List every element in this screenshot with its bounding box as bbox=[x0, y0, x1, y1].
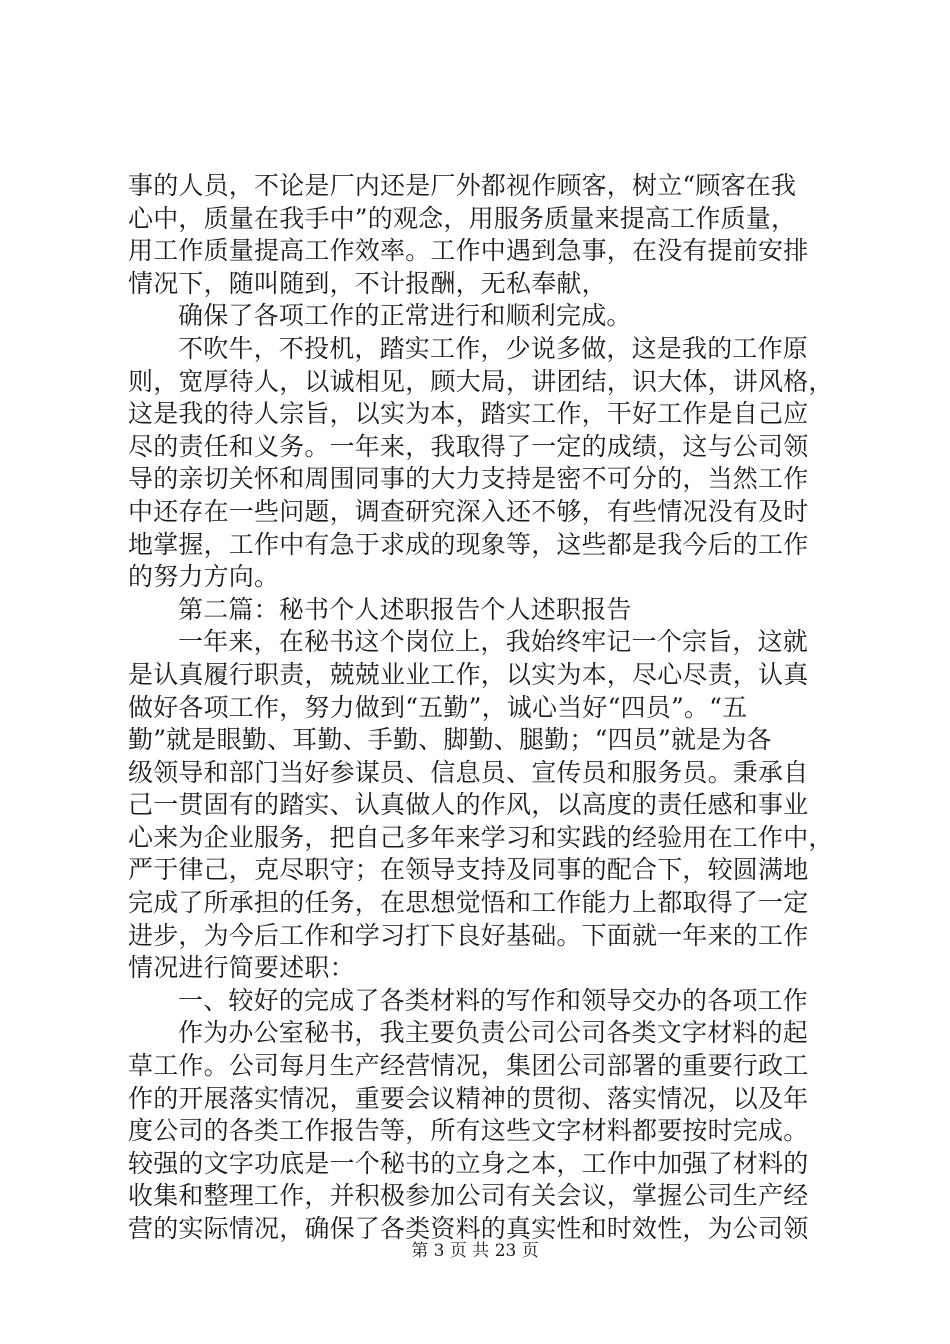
text-line: 用工作质量提高工作效率。工作中遇到急事，在没有提前安排 bbox=[128, 236, 809, 266]
text-line: 进步，为今后工作和学习打下良好基础。下面就一年来的工作 bbox=[128, 920, 809, 950]
text-line: 地掌握，工作中有急于求成的现象等，这些都是我今后的工作 bbox=[128, 529, 809, 559]
text-line: 收集和整理工作，并积极参加公司有关会议，掌握公司生产经 bbox=[128, 1181, 809, 1211]
text-line: 确保了各项工作的正常进行和顺利完成。 bbox=[178, 301, 632, 331]
text-line: 尽的责任和义务。一年来，我取得了一定的成绩，这与公司领 bbox=[128, 431, 809, 461]
text-line: 导的亲切关怀和周围同事的大力支持是密不可分的，当然工作 bbox=[128, 464, 809, 494]
text-line: 己一贯固有的踏实、认真做人的作风，以高度的责任感和事业 bbox=[128, 790, 809, 820]
text-line: 完成了所承担的任务，在思想觉悟和工作能力上都取得了一定 bbox=[128, 888, 809, 918]
text-line: 心中，质量在我手中”的观念，用服务质量来提高工作质量， bbox=[128, 203, 797, 233]
text-line: 度公司的各类工作报告等，所有这些文字材料都要按时完成。 bbox=[128, 1116, 809, 1146]
page-footer: 第 3 页 共 23 页 bbox=[411, 1241, 539, 1261]
text-line: 一、较好的完成了各类材料的写作和领导交办的各项工作 bbox=[178, 985, 809, 1015]
text-line: 的努力方向。 bbox=[128, 562, 280, 592]
text-line: 级领导和部门当好参谋员、信息员、宣传员和服务员。秉承自 bbox=[128, 757, 809, 787]
text-line: 则，宽厚待人，以诚相见，顾大局，讲团结，识大体，讲风格， bbox=[128, 366, 834, 396]
text-line: 第二篇：秘书个人述职报告个人述职报告 bbox=[178, 594, 632, 624]
text-line: 不吹牛，不投机，踏实工作，少说多做，这是我的工作原 bbox=[178, 333, 809, 363]
text-line: 情况进行简要述职： bbox=[128, 953, 355, 983]
document-body bbox=[128, 170, 834, 1246]
text-line: 心来为企业服务，把自己多年来学习和实践的经验用在工作中， bbox=[128, 822, 834, 852]
text-line: 作为办公室秘书，我主要负责公司公司各类文字材料的起 bbox=[178, 1018, 809, 1048]
text-line: 是认真履行职责，兢兢业业工作，以实为本，尽心尽责，认真 bbox=[128, 659, 809, 689]
text-line: 中还存在一些问题，调查研究深入还不够，有些情况没有及时 bbox=[128, 496, 809, 526]
text-line: 事的人员，不论是厂内还是厂外都视作顾客，树立“顾客在我 bbox=[128, 171, 797, 200]
text-line: 做好各项工作，努力做到“五勤”，诚心当好“四员”。“五 bbox=[128, 692, 748, 722]
text-line: 一年来，在秘书这个岗位上，我始终牢记一个宗旨，这就 bbox=[178, 627, 809, 657]
text-line: 作的开展落实情况，重要会议精神的贯彻、落实情况，以及年 bbox=[128, 1083, 809, 1113]
text-line: 勤”就是眼勤、耳勤、手勤、脚勤、腿勤；“四员”就是为各 bbox=[128, 725, 772, 755]
text-line: 草工作。公司每月生产经营情况，集团公司部署的重要行政工 bbox=[128, 1051, 809, 1081]
text-line: 营的实际情况，确保了各类资料的真实性和时效性，为公司领 bbox=[128, 1214, 809, 1243]
text-line: 这是我的待人宗旨，以实为本，踏实工作，干好工作是自己应 bbox=[128, 399, 809, 429]
text-line: 情况下，随叫随到，不计报酬，无私奉献， bbox=[128, 268, 607, 298]
text-line: 严于律己，克尽职守；在领导支持及同事的配合下，较圆满地 bbox=[128, 855, 809, 885]
text-line: 较强的文字功底是一个秘书的立身之本，工作中加强了材料的 bbox=[128, 1148, 809, 1178]
